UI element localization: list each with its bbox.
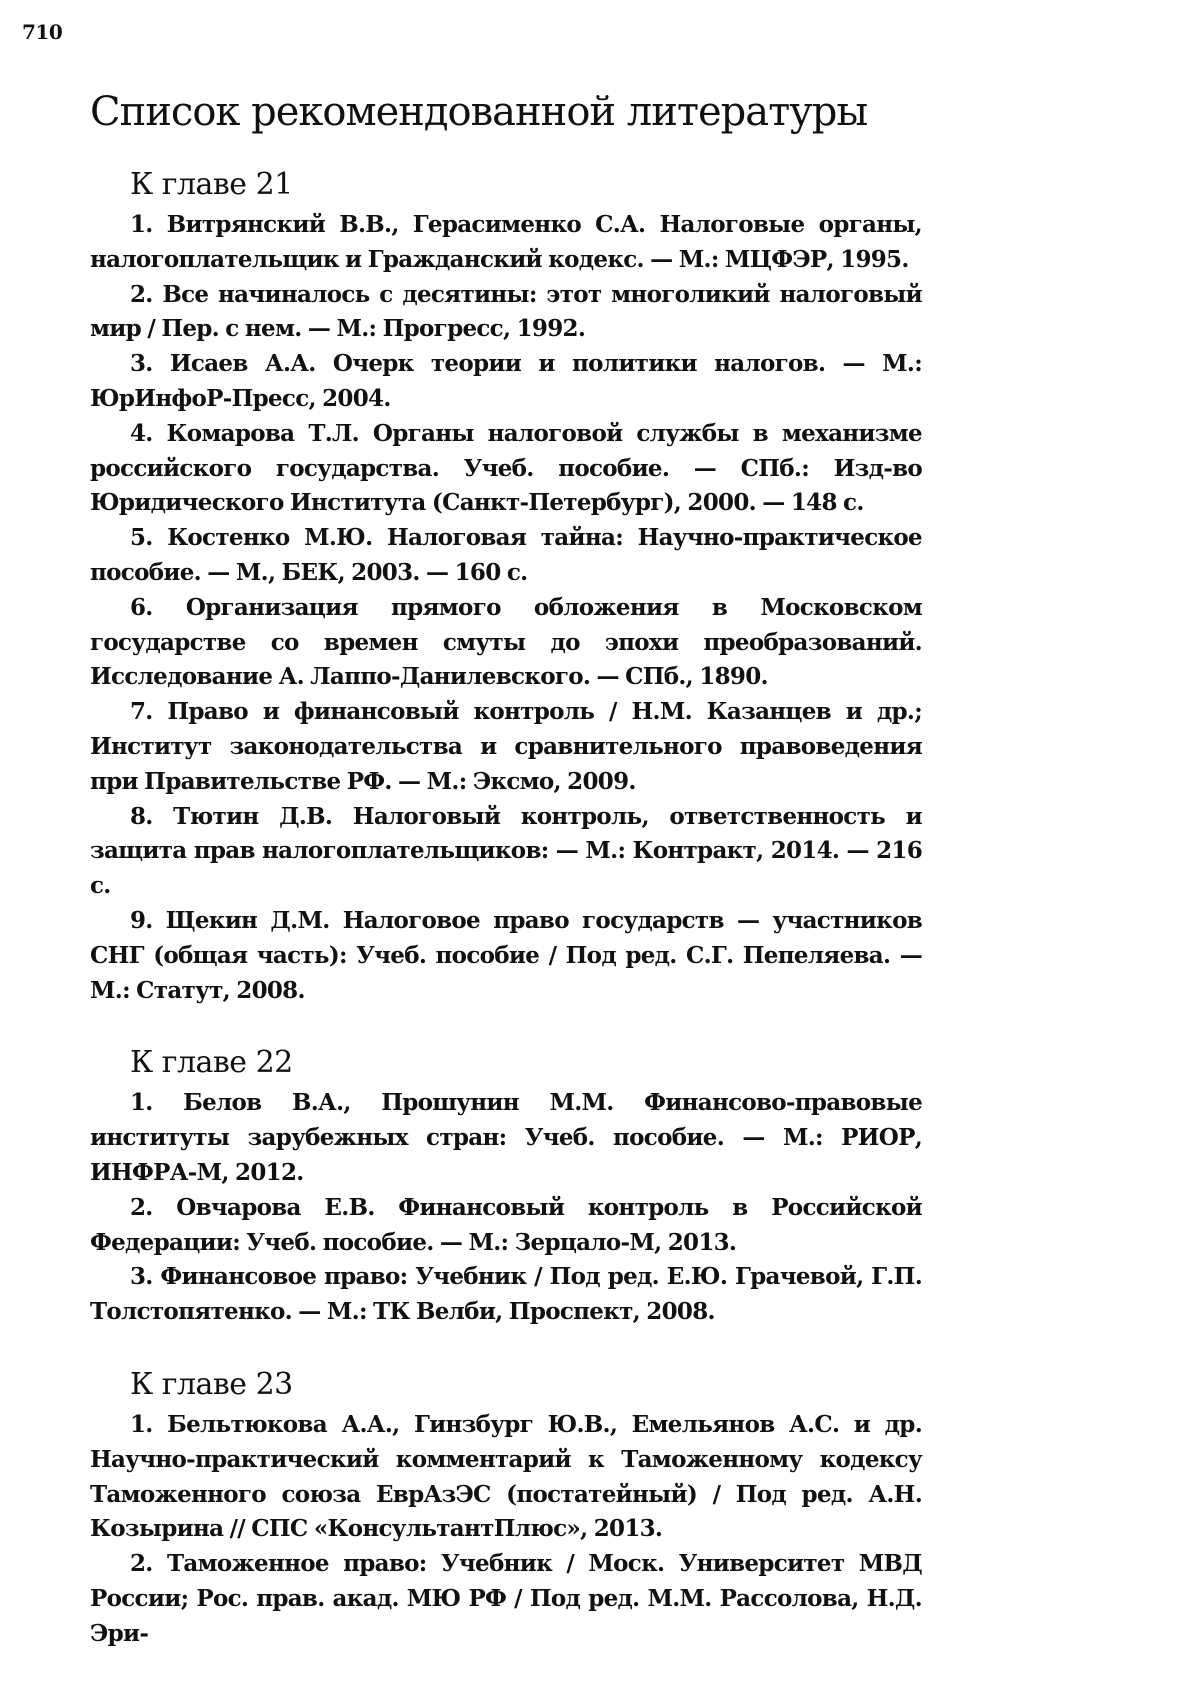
reference-list: [90, 208, 922, 1008]
reference-list: [90, 1408, 922, 1652]
section-heading: К главе 21: [130, 167, 293, 202]
reference-entry: 2. Все начиналось с десятины: этот многоликий налоговый мир / Пер. с нем. — М.: Прогресс, 1992.: [90, 280, 922, 343]
reference-entry: 7. Право и финансовый контроль / Н.М. Казанцев и др.; Институт законодательства и сравнительного правоведения при Правительстве РФ. — М.: Эксмо, 2009.: [90, 698, 922, 795]
section-heading: К главе 22: [130, 1045, 293, 1081]
section-heading: К главе 23: [130, 1366, 293, 1402]
reference-entry: 3. Финансовое право: Учебник / Под ред. Е.Ю. Грачевой, Г.П. Толстопятенко. — М.: ТК Велби, Проспект, 2008.: [90, 1263, 922, 1326]
reference-entry: 1. Белов В.А., Прошунин М.М. Финансово-правовые институты зарубежных стран: Учеб. пособие. — М.: РИОР, ИНФРА-М, 2012.: [90, 1089, 922, 1186]
reference-entry: 8. Тютин Д.В. Налоговый контроль, ответственность и защита прав налогоплательщиков: — М.: Контракт, 2014. — 216 с.: [90, 802, 922, 900]
chapter-section: [90, 1042, 922, 1330]
reference-entry: 4. Комарова Т.Л. Органы налоговой службы в механизме российского государства. Учеб. пособие. — СПб.: Изд-во Юридического Института (Санкт-Петербург), 2000. — 148 с.: [90, 419, 922, 517]
reference-entry: 3. Исаев А.А. Очерк теории и политики налогов. — М.: ЮрИнфоР-Пресс, 2004.: [90, 350, 922, 412]
reference-entry: 5. Костенко М.Ю. Налоговая тайна: Научно-практическое пособие. — М., БЕК, 2003. — 160 с.: [90, 524, 922, 586]
reference-list: [90, 1086, 922, 1330]
reference-entry: 2. Таможенное право: Учебник / Моск. Университет МВД России; Рос. прав. акад. МЮ РФ / Под ред. М.М. Рассолова, Н.Д. Эри-: [90, 1550, 922, 1647]
reference-entry: 9. Щекин Д.М. Налоговое право государств — участников СНГ (общая часть): Учеб. пособие / Под ред. С.Г. Пепеляева. — М.: Статут, 2008.: [90, 906, 922, 1004]
chapter-section: [90, 164, 922, 1008]
reference-entry: 6. Организация прямого обложения в Московском государстве со времен смуты до эпохи преобразований. Исследование А. Лаппо-Данилевского. — СПб., 1890.: [90, 593, 922, 691]
bibliography: [90, 164, 922, 1685]
reference-entry: 1. Бельтюкова А.А., Гинзбург Ю.В., Емельянов А.С. и др. Научно-практический комментарий к Таможенному кодексу Таможенного союза ЕврАзЭС (постатейный) / Под ред. А.Н. Козырина // СПС «КонсультантПлюс», 2013.: [90, 1410, 922, 1543]
page-title: Список рекомендованной литературы: [90, 89, 868, 135]
reference-entry: 1. Витрянский В.В., Герасименко С.А. Налоговые органы, налогоплательщик и Гражданский кодекс. — М.: МЦФЭР, 1995.: [90, 211, 922, 273]
page-number: 710: [22, 20, 63, 44]
reference-entry: 2. Овчарова Е.В. Финансовый контроль в Российской Федерации: Учеб. пособие. — М.: Зерцало-М, 2013.: [90, 1193, 922, 1256]
chapter-section: [90, 1364, 922, 1652]
